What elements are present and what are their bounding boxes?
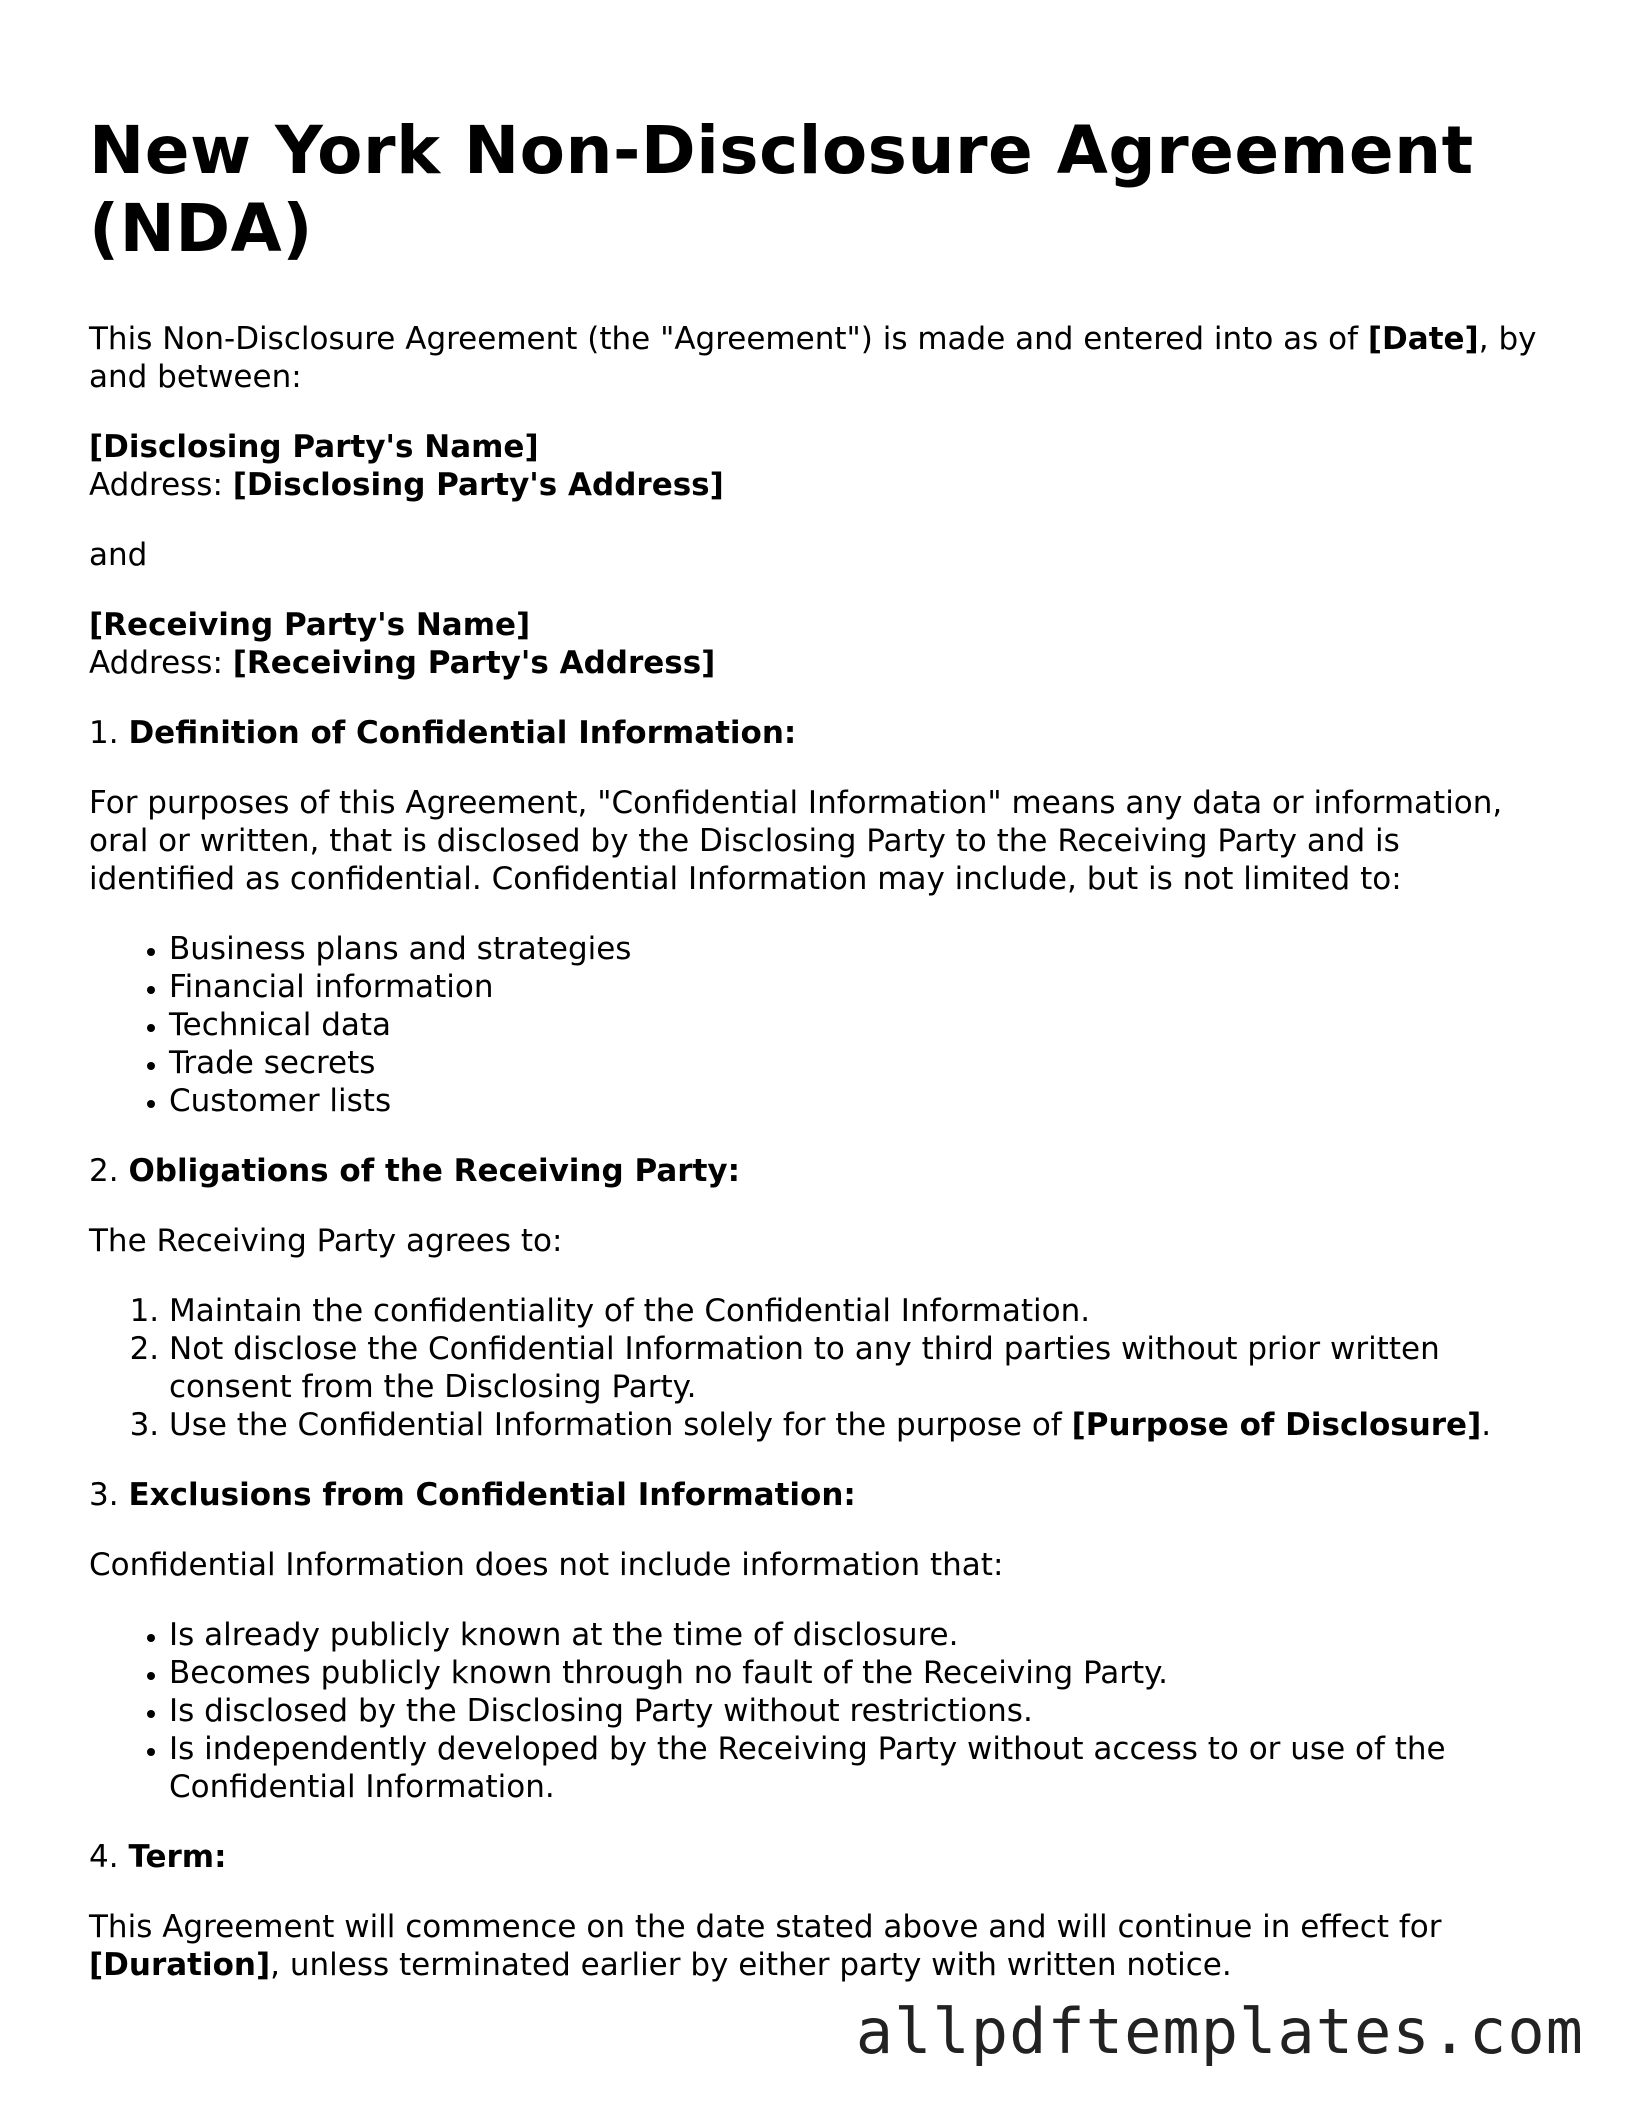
- exclusions-list: [89, 1616, 1554, 1806]
- section-title: Obligations of the Receiving Party:: [128, 1153, 741, 1189]
- section-1-heading: [89, 714, 1554, 752]
- section-4-body: [89, 1908, 1554, 1984]
- receiving-address-label: Address:: [89, 645, 233, 681]
- intro-text-end: , by and between:: [89, 321, 1537, 395]
- section-3-heading: [89, 1476, 1554, 1514]
- disclosing-party-block: [89, 428, 1554, 504]
- list-item: • Is independently developed by the Receiving Party without access to or use of the Confidential Information.: [169, 1730, 1554, 1806]
- section-1-body: For purposes of this Agreement, "Confidential Information" means any data or information, oral or written, that is disclosed by the Disclosing Party to the Receiving Party and is identified as confidential. Confidential Information may include, but is not limited to:: [89, 785, 1503, 897]
- section-number: 3.: [89, 1477, 129, 1513]
- section-4-heading: [89, 1838, 1554, 1876]
- purpose-placeholder: [Purpose of Disclosure]: [1071, 1407, 1482, 1443]
- intro-text: This Non-Disclosure Agreement (the "Agreement") is made and entered into as of: [89, 321, 1368, 357]
- list-item-end: .: [1481, 1407, 1492, 1443]
- duration-placeholder: [Duration]: [89, 1947, 271, 1983]
- disclosing-party-address: [Disclosing Party's Address]: [232, 467, 724, 503]
- obligations-list: [89, 1292, 1554, 1444]
- list-item: [169, 1406, 1554, 1444]
- and-text: and: [89, 537, 148, 573]
- list-item: • Technical data: [169, 1006, 1554, 1044]
- receiving-party-address: [Receiving Party's Address]: [232, 645, 716, 681]
- list-item: • Financial information: [169, 968, 1554, 1006]
- date-placeholder: [Date]: [1367, 321, 1479, 357]
- section-2-body: The Receiving Party agrees to:: [89, 1223, 563, 1259]
- receiving-party-name: [Receiving Party's Name]: [89, 607, 531, 643]
- document-title: New York Non-Disclosure Agreement (NDA): [89, 112, 1474, 267]
- confidential-info-list: [89, 930, 1554, 1120]
- list-item: • Trade secrets: [169, 1044, 1554, 1082]
- document-page: [89, 112, 1554, 2016]
- section-title: Term:: [128, 1839, 227, 1875]
- disclosing-party-name: [Disclosing Party's Name]: [89, 429, 539, 465]
- list-item: • Becomes publicly known through no fault of the Receiving Party.: [169, 1654, 1554, 1692]
- intro-paragraph: [89, 320, 1554, 396]
- section-3-body: Confidential Information does not include information that:: [89, 1547, 1004, 1583]
- section-number: 4.: [89, 1839, 129, 1875]
- disclosing-address-label: Address:: [89, 467, 233, 503]
- section-title: Definition of Confidential Information:: [128, 715, 797, 751]
- section-2-heading: [89, 1152, 1554, 1190]
- term-text: This Agreement will commence on the date stated above and will continue in effect for: [89, 1909, 1442, 1945]
- receiving-party-block: [89, 606, 1554, 682]
- section-title: Exclusions from Confidential Information:: [128, 1477, 856, 1513]
- list-item: • Is already publicly known at the time of disclosure.: [169, 1616, 1554, 1654]
- list-item: • Customer lists: [169, 1082, 1554, 1120]
- watermark-text: allpdftemplates.com: [855, 1995, 1584, 2068]
- term-text-end: , unless terminated earlier by either party with written notice.: [270, 1947, 1232, 1983]
- list-item: 1. Maintain the confidentiality of the Confidential Information.: [169, 1292, 1554, 1330]
- list-item: • Business plans and strategies: [169, 930, 1554, 968]
- section-number: 2.: [89, 1153, 129, 1189]
- list-item: 2. Not disclose the Confidential Information to any third parties without prior written consent from the Disclosing Party.: [169, 1330, 1554, 1406]
- list-item-text: Use the Confidential Information solely for the purpose of: [169, 1407, 1072, 1443]
- list-item: • Is disclosed by the Disclosing Party without restrictions.: [169, 1692, 1554, 1730]
- section-number: 1.: [89, 715, 129, 751]
